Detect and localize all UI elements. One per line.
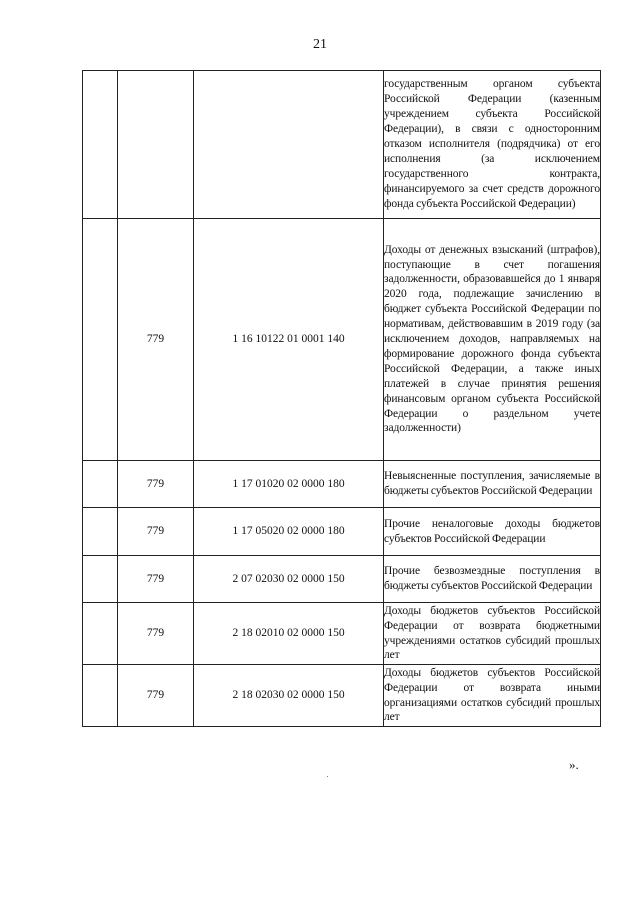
budget-income-table xyxy=(82,70,601,727)
description-cell: государственным органом субъекта Российской Федерации (казенным учреждением субъекта Российской Федерации), в связи с односторонним отказом исполнителя (подрядчика) от его исполнения (за исключением государственного контракта, финансируемого за счет средств дорожного фонда субъекта Российской Федерации) xyxy=(384,71,601,219)
admin-code-cell: 779 xyxy=(118,556,194,603)
income-code-cell: 2 18 02010 02 0000 150 xyxy=(194,603,384,665)
income-code-cell xyxy=(194,71,384,219)
admin-code-cell: 779 xyxy=(118,461,194,508)
income-code-cell: 1 17 01020 02 0000 180 xyxy=(194,461,384,508)
empty-cell xyxy=(83,71,118,219)
empty-cell xyxy=(83,556,118,603)
description-cell: Доходы бюджетов субъектов Российской Федерации от возврата иными организациями остатков субсидий прошлых лет xyxy=(384,665,601,727)
table-row xyxy=(83,556,601,603)
empty-cell xyxy=(83,665,118,727)
admin-code-cell: 779 xyxy=(118,603,194,665)
closing-quote-mark: ». xyxy=(569,757,579,772)
description-cell: Доходы от денежных взысканий (штрафов), поступающие в счет погашения задолженности, образовавшейся до 1 января 2020 года, подлежащие зачислению в бюджет субъекта Российской Федерации по нормативам, действовавшим в 2019 году (за исключением доходов, направляемых на формирование дорожного фонда субъекта Российской Федерации, а также иных платежей в случае принятия решения финансовым органом субъекта Российской Федерации о раздельном учете задолженности) xyxy=(384,219,601,461)
table-row xyxy=(83,603,601,665)
empty-cell xyxy=(83,461,118,508)
description-cell: Прочие безвозмездные поступления в бюджеты субъектов Российской Федерации xyxy=(384,556,601,603)
table-row xyxy=(83,461,601,508)
admin-code-cell: 779 xyxy=(118,508,194,556)
income-code-cell: 1 17 05020 02 0000 180 xyxy=(194,508,384,556)
table-row xyxy=(83,71,601,219)
admin-code-cell xyxy=(118,71,194,219)
admin-code-cell: 779 xyxy=(118,665,194,727)
page-number: 21 xyxy=(313,37,327,52)
table-row xyxy=(83,219,601,461)
empty-cell xyxy=(83,219,118,461)
description-cell: Прочие неналоговые доходы бюджетов субъектов Российской Федерации xyxy=(384,508,601,556)
description-cell: Невыясненные поступления, зачисляемые в бюджеты субъектов Российской Федерации xyxy=(384,461,601,508)
scan-speck xyxy=(327,776,328,777)
income-code-cell: 2 18 02030 02 0000 150 xyxy=(194,665,384,727)
table-row xyxy=(83,665,601,727)
description-cell: Доходы бюджетов субъектов Российской Федерации от возврата бюджетными учреждениями остатков субсидий прошлых лет xyxy=(384,603,601,665)
income-code-cell: 2 07 02030 02 0000 150 xyxy=(194,556,384,603)
empty-cell xyxy=(83,603,118,665)
table-row xyxy=(83,508,601,556)
income-code-cell: 1 16 10122 01 0001 140 xyxy=(194,219,384,461)
empty-cell xyxy=(83,508,118,556)
admin-code-cell: 779 xyxy=(118,219,194,461)
